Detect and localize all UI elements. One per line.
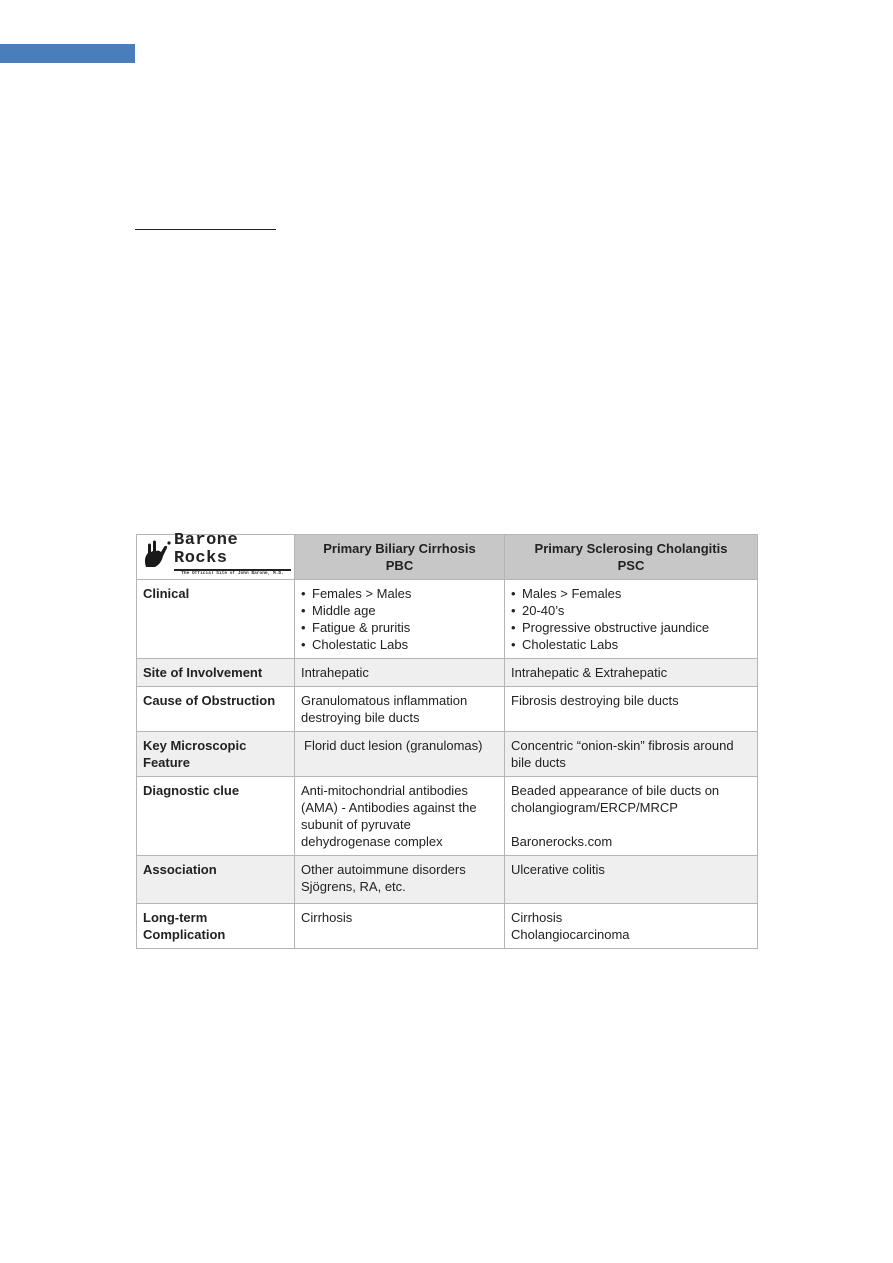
row-label-association: Association [137, 856, 295, 904]
table-row-microscopic [137, 732, 758, 777]
table-row-clinical [137, 580, 758, 659]
header-pbc-abbr: PBC [385, 558, 414, 573]
table-row-cause [137, 687, 758, 732]
list-item: • Cholestatic Labs [511, 636, 751, 653]
cell-psc-microscopic: Concentric “onion-skin” fibrosis around bile ducts [505, 732, 758, 777]
psc-diagnostic-text: Beaded appearance of bile ducts on cholangiogram/ERCP/MRCP [511, 783, 720, 815]
table-row-complication [137, 904, 758, 949]
comparison-table [136, 530, 758, 949]
list-item: • 20-40’s [511, 602, 751, 619]
cell-psc-clinical [505, 580, 758, 659]
list-item: • Cholestatic Labs [301, 636, 498, 653]
row-label-complication: Long-term Complication [137, 904, 295, 949]
row-label-cause: Cause of Obstruction [137, 687, 295, 732]
header-accent-bar [0, 44, 135, 63]
list-item: • Females > Males [301, 585, 498, 602]
table-header-row [137, 535, 758, 580]
table-row-association [137, 856, 758, 904]
rock-hand-icon [140, 539, 172, 569]
cell-psc-site: Intrahepatic & Extrahepatic [505, 659, 758, 687]
logo-subtitle: The Official Site of John Barone, M.D. [181, 570, 284, 576]
barone-rocks-logo [140, 530, 291, 576]
table-row-site [137, 659, 758, 687]
list-item: • Fatigue & pruritis [301, 619, 498, 636]
header-psc [505, 535, 758, 580]
header-pbc [295, 535, 505, 580]
row-label-clinical: Clinical [137, 580, 295, 659]
cell-pbc-association: Other autoimmune disorders Sjögrens, RA, etc. [295, 856, 505, 904]
cell-psc-complication [505, 904, 758, 949]
cell-pbc-cause: Granulomatous inflammation destroying bile ducts [295, 687, 505, 732]
cell-psc-association: Ulcerative colitis [505, 856, 758, 904]
list-item: • Males > Females [511, 585, 751, 602]
header-psc-abbr: PSC [617, 558, 645, 573]
cell-pbc-complication: Cirrhosis [295, 904, 505, 949]
list-item: • Middle age [301, 602, 498, 619]
cell-pbc-site: Intrahepatic [295, 659, 505, 687]
header-pbc-name: Primary Biliary Cirrhosis [323, 541, 476, 556]
cell-psc-cause: Fibrosis destroying bile ducts [505, 687, 758, 732]
table-row-diagnostic [137, 777, 758, 856]
row-label-diagnostic: Diagnostic clue [137, 777, 295, 856]
cell-pbc-clinical [295, 580, 505, 659]
psc-complication-2: Cholangiocarcinoma [511, 927, 630, 942]
psc-complication-1: Cirrhosis [511, 910, 563, 925]
psc-diagnostic-note: Baronerocks.com [511, 834, 613, 849]
list-item: • Progressive obstructive jaundice [511, 619, 751, 636]
row-label-site: Site of Involvement [137, 659, 295, 687]
row-label-microscopic: Key Microscopic Feature [137, 732, 295, 777]
logo-cell [137, 530, 295, 580]
logo-title: Barone Rocks [174, 532, 291, 571]
cell-psc-diagnostic [505, 777, 758, 856]
heading-underline [135, 229, 276, 230]
cell-pbc-diagnostic: Anti-mitochondrial antibodies (AMA) - Antibodies against the subunit of pyruvate dehydrogenase complex [295, 777, 505, 856]
header-psc-name: Primary Sclerosing Cholangitis [534, 541, 728, 556]
cell-pbc-microscopic: Florid duct lesion (granulomas) [295, 732, 505, 777]
